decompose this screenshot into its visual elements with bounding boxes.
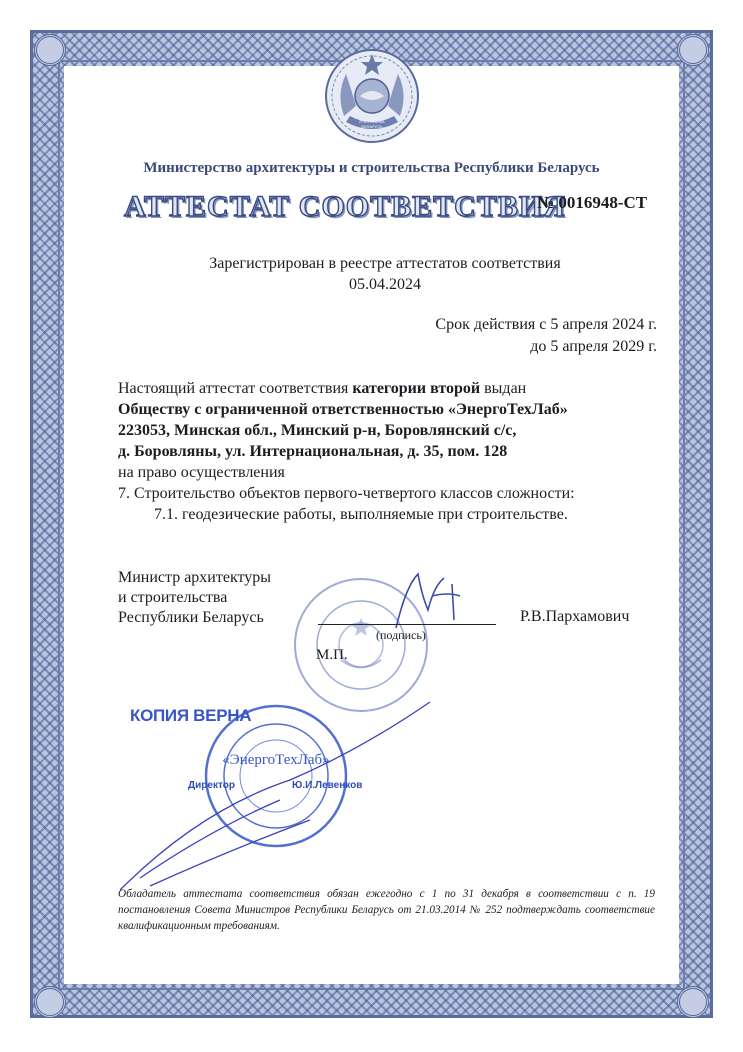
- issued-text: выдан: [480, 380, 527, 397]
- activity-item-7-1: 7.1. геодезические работы, выполняемые при строительстве.: [154, 506, 568, 523]
- registration-line: Зарегистрирован в реестре аттестатов соответствия: [209, 255, 561, 272]
- intro-line: [118, 378, 678, 399]
- minister-line-2: и строительства: [118, 589, 228, 606]
- footnote: [118, 886, 655, 934]
- registration-info: [150, 253, 620, 295]
- director-signature-icon: [110, 690, 440, 900]
- signature-line: [318, 624, 496, 625]
- ministry-name: Министерство архитектуры и строительства Республики Беларусь: [143, 160, 600, 176]
- company-name: Обществу с ограниченной ответственностью «ЭнергоТехЛаб»: [118, 401, 568, 418]
- seal-place-label: М.П.: [316, 647, 348, 663]
- validity-period: [435, 314, 657, 358]
- director-label: Директор: [188, 780, 235, 791]
- certificate-number: № 0016948-СТ: [537, 193, 648, 212]
- activity-item-7: 7. Строительство объектов первого-четвертого классов сложности:: [118, 485, 575, 502]
- border-corner-ornament: [34, 986, 66, 1018]
- certificate-body: [118, 378, 678, 525]
- border-corner-ornament: [677, 986, 709, 1018]
- signature-hint: (подпись): [376, 628, 426, 642]
- border-corner-ornament: [34, 34, 66, 66]
- border-corner-ornament: [677, 34, 709, 66]
- company-address-line-2: д. Боровляны, ул. Интернациональная, д. 35, пом. 128: [118, 443, 508, 460]
- company-seal-name: «ЭнергоТехЛаб»: [222, 752, 330, 768]
- minister-line-1: Министр архитектуры: [118, 569, 272, 586]
- director-name: Ю.И.Левенков: [292, 780, 363, 791]
- emblem-ribbon-text: РЭСПУБЛІКА БЕЛАРУСЬ: [359, 119, 385, 129]
- validity-to: до 5 апреля 2029 г.: [530, 338, 657, 355]
- registration-date: 05.04.2024: [349, 276, 421, 293]
- minister-line-3: Республики Беларусь: [118, 609, 264, 626]
- category-text: категории второй: [352, 380, 481, 397]
- company-address-line-1: 223053, Минская обл., Минский р-н, Боровлянский с/с,: [118, 422, 517, 439]
- intro-text: Настоящий аттестат соответствия: [118, 380, 353, 397]
- footnote-text: Обладатель аттестата соответствия обязан ежегодно с 1 по 31 декабря в соответствии с п. 19 постановления Совета Министров Республики Беларусь от 21.03.2014 № 252 подтверждать соответствие квалификационным требованиям.: [118, 888, 655, 932]
- right-text: на право осуществления: [118, 464, 285, 481]
- signer-name: Р.В.Пархамович: [520, 608, 630, 625]
- copy-verified-label: КОПИЯ ВЕРНА: [130, 706, 252, 725]
- validity-from: Срок действия с 5 апреля 2024 г.: [435, 316, 657, 333]
- minister-signature-icon: [388, 566, 468, 636]
- certificate-title: АТТЕСТАТ СООТВЕТСТВИЯ: [124, 190, 566, 223]
- minister-title: [118, 568, 271, 628]
- state-emblem-icon: [322, 44, 422, 144]
